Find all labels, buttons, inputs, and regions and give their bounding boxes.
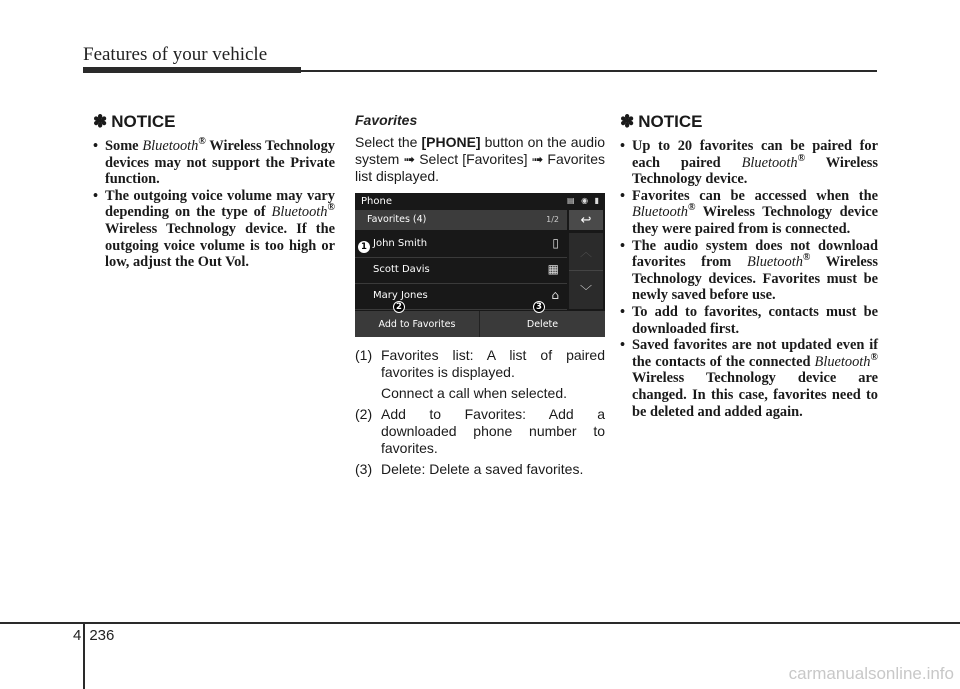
description-text: Add to Favorites: Add a downloaded phone number to favorites. [381,406,605,456]
callout-marker-1: 1 [358,241,370,253]
contact-name: Mary Jones [373,290,428,301]
notice-right-heading-text: NOTICE [638,112,703,131]
notice-left [93,112,335,271]
callout-marker-3: 3 [533,301,545,313]
bluetooth-text: Bluetooth [632,204,688,221]
notice-right-item-3 [620,238,878,304]
scroll-up-button[interactable] [569,233,603,271]
notice-right-list [620,138,878,420]
favorites-title: Favorites [355,112,418,128]
page-header-title: Features of your vehicle [83,44,268,65]
description-item-2 [355,406,605,457]
notice-right-item-4 [620,304,878,337]
notice-left-list [93,138,335,271]
list-item[interactable] [355,232,567,258]
page-number [73,627,114,644]
bluetooth-text: Bluetooth [741,154,798,171]
description-text [381,347,605,402]
description-item-3 [355,461,605,478]
notice-right-item-5 [620,337,878,420]
contact-name: John Smith [373,238,428,249]
bluetooth-text: Bluetooth [746,254,803,271]
registered-mark: ® [797,152,806,164]
asterisk-icon: ✽ [620,112,635,131]
registered-mark: ® [802,252,811,264]
text-segment: Wireless Technology device they were paired from is connected. [632,204,878,237]
text-segment: Wireless Technology devices may not support the Private function. [105,138,336,188]
asterisk-icon: ✽ [93,112,108,131]
page-indicator: 1/2 [546,215,559,224]
scroll-panel [569,233,603,309]
phone-button-label: [PHONE] [421,134,481,150]
text-segment: Saved favorites are not updated even if the contacts of the connected [632,337,878,370]
section-number: 4 [73,627,82,644]
header-rule [301,70,877,72]
text-segment: Wireless Technology device. [632,154,878,188]
notice-left-heading-text: NOTICE [111,112,176,131]
list-item[interactable] [355,258,567,284]
chevron-up-icon: ︿ [579,245,592,259]
text-segment: Wireless Technology device are changed. In this case, favorites need to be deleted and added again. [632,370,878,420]
notice-right-heading [620,112,878,132]
text-segment: Up to 20 favorites can be paired for each paired [632,138,878,171]
favorites-count: Favorites (4) [367,214,427,225]
registered-mark: ® [870,351,878,363]
delete-button[interactable]: Delete [526,318,559,330]
notice-right-item-2 [620,188,878,238]
description-text: Delete: Delete a saved favorites. [381,461,584,477]
watermark: carmanualsonline.info [788,664,954,683]
page-number-value: 236 [89,627,115,644]
notice-left-item-2 [93,188,335,271]
bluetooth-text: Bluetooth [142,138,199,154]
registered-mark: ® [198,136,206,148]
description-number: (2) [355,406,373,422]
text-segment: Wireless Technology device. If the outgoing voice volume is too high or low, adjust the Out Vol. [105,220,335,271]
description-number: (1) [355,347,373,363]
contact-name: Scott Davis [373,264,430,275]
notice-right [620,112,878,420]
screen-title: Phone [361,196,392,207]
favorites-list-header [355,210,567,230]
screen-bottom-bar [355,311,605,337]
text-segment: button on the audio system ➟ Select [Favorites] ➟ Favorites list displayed. [355,134,605,184]
scroll-down-button[interactable] [569,271,603,309]
back-arrow-icon: ↩ [580,212,592,228]
registered-mark: ® [327,202,335,214]
description-item-1 [355,347,605,402]
header-bar [83,67,301,73]
text-segment: Favorites list: A list of paired favorites is displayed. [381,347,605,380]
back-button[interactable] [569,210,603,230]
add-to-favorites-button[interactable]: Add to Favorites [355,311,480,337]
callout-descriptions [355,347,605,478]
text-segment: To add to favorites, contacts must be downloaded first. [632,303,878,337]
description-sub: Connect a call when selected. [381,385,567,401]
text-segment: Select the [355,134,422,150]
office-icon: ▦ [547,262,559,276]
footer-rule [0,622,960,624]
text-segment: Favorites can be accessed when the [632,187,878,204]
favorites-intro [355,134,605,185]
mobile-phone-icon: ▯ [552,236,559,250]
text-segment: Some [105,138,143,154]
chevron-down-icon: ﹀ [579,283,592,298]
notice-left-heading [93,112,335,132]
favorites-section [355,112,605,482]
phone-favorites-screen [355,193,605,337]
registered-mark: ® [687,202,696,214]
text-segment: The audio system does not download favorites from [632,237,878,271]
description-number: (3) [355,461,373,477]
status-icons: ▤ ◉ ▮ [566,196,601,205]
bluetooth-text: Bluetooth [271,204,328,221]
callout-marker-2: 2 [393,301,405,313]
notice-left-item-1 [93,138,335,188]
text-segment: The outgoing voice volume may vary depending on the type of [105,187,335,221]
text-segment: Wireless Technology devices. Favorites must be newly saved before use. [632,254,878,304]
notice-right-item-1 [620,138,878,188]
home-icon: ⌂ [551,288,559,302]
bluetooth-text: Bluetooth [814,353,871,370]
